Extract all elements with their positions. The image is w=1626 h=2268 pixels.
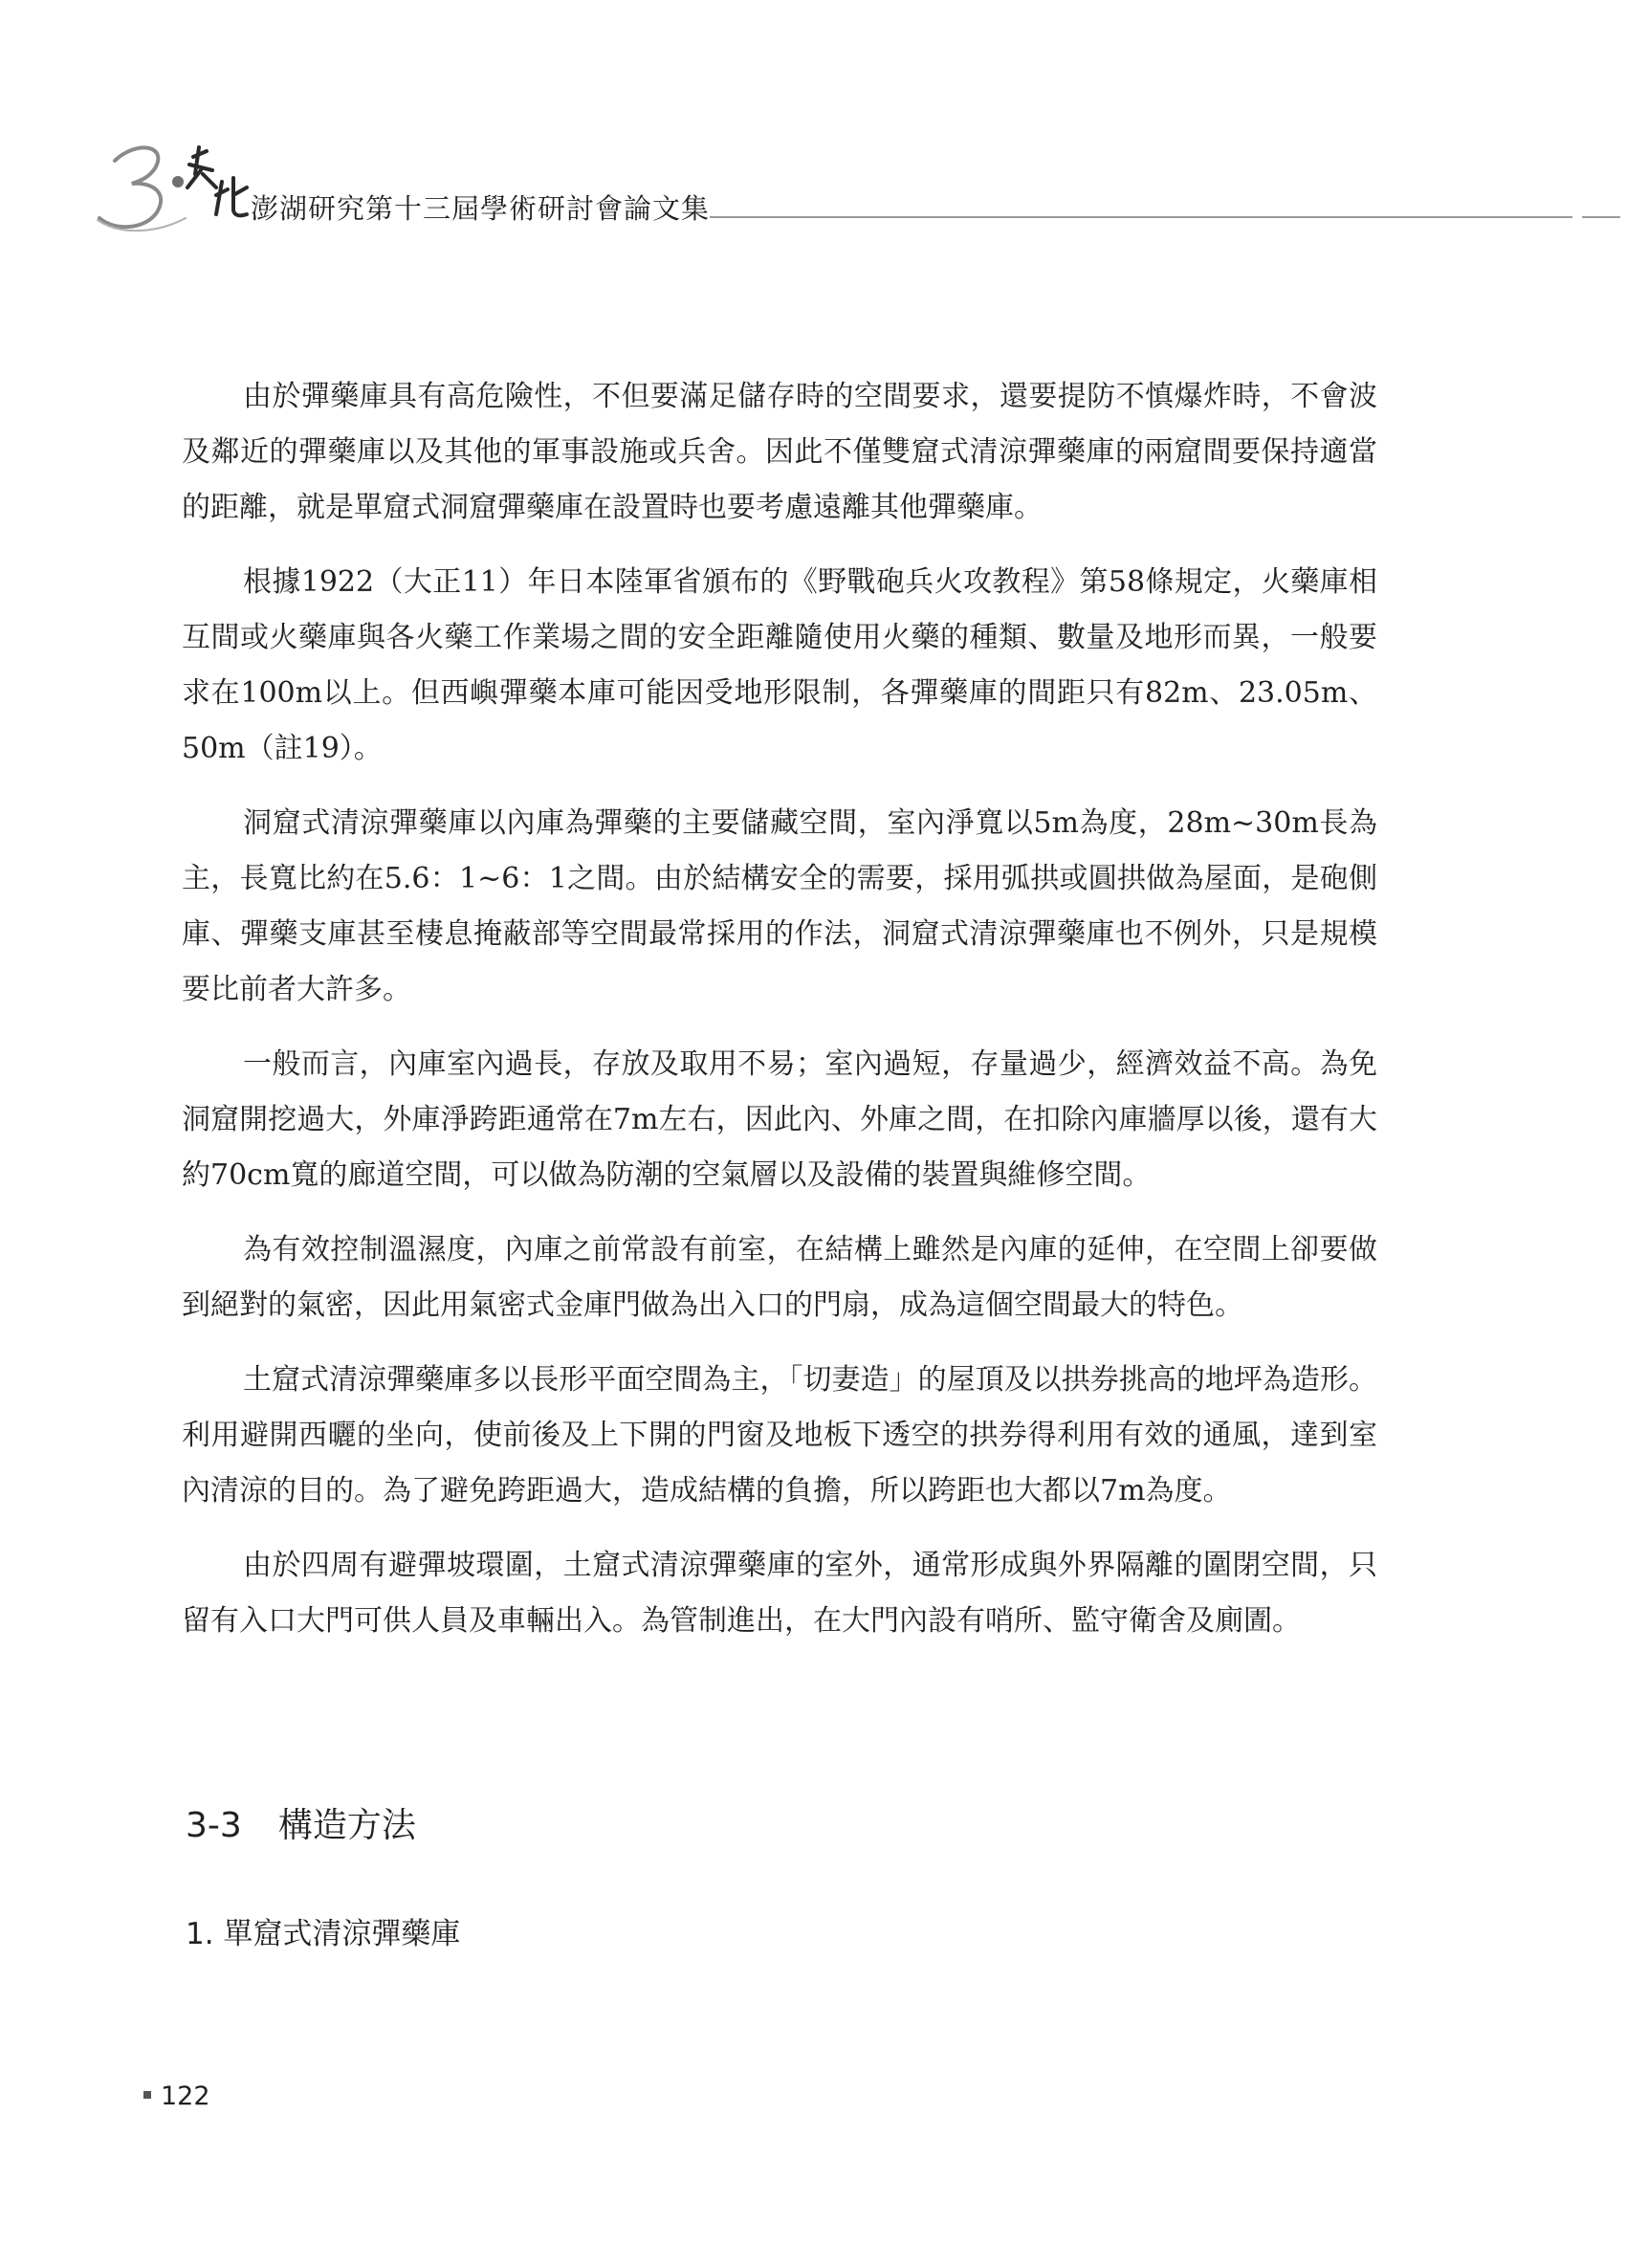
paragraph: 洞窟式清涼彈藥庫以內庫為彈藥的主要儲藏空間，室內淨寬以5m為度，28m~30m長為主，長寬比約在5.6：1~6：1之間。由於結構安全的需要，採用弧拱或圓拱做為屋面，是砲側庫、彈藥支庫甚至棲息掩蔽部等空間最常採用的作法，洞窟式清涼彈藥庫也不例外，只是規模要比前者大許多。: [182, 806, 1377, 1006]
header-rule: [710, 216, 1572, 218]
subsection-heading: 1. 單窟式清涼彈藥庫: [186, 1917, 461, 1951]
culture-logo-icon: [94, 132, 256, 237]
section-heading: [186, 1798, 416, 1847]
section-title: 構造方法: [277, 1806, 416, 1845]
paragraph: 土窟式清涼彈藥庫多以長形平面空間為主，「切妻造」的屋頂及以拱券挑高的地坪為造形。利用避開西曬的坐向，使前後及上下開的門窗及地板下透空的拱券得利用有效的通風，達到室內清涼的目的。為了避免跨距過大，造成結構的負擔，所以跨距也大都以7m為度。: [182, 1363, 1377, 1508]
paragraph: 根據1922（大正11）年日本陸軍省頒布的《野戰砲兵火攻教程》第58條規定，火藥庫相互間或火藥庫與各火藥工作業場之間的安全距離隨使用火藥的種類、數量及地形而異，一般要求在100m以上。但西嶼彈藥本庫可能因受地形限制，各彈藥庫的間距只有82m、23.05m、50m（註19）。: [182, 565, 1377, 765]
body-text: [182, 369, 1377, 1668]
section-number: 3-3: [186, 1806, 242, 1845]
footer-bullet-icon: [143, 2091, 151, 2099]
page-number: 122: [161, 2081, 210, 2111]
paragraph: 一般而言，內庫室內過長，存放及取用不易；室內過短，存量過少，經濟效益不高。為免洞窟開挖過大，外庫淨跨距通常在7m左右，因此內、外庫之間，在扣除內庫牆厚以後，還有大約70cm寬的廊道空間，可以做為防潮的空氣層以及設備的裝置與維修空間。: [182, 1047, 1377, 1192]
page-header: [0, 0, 1626, 249]
page-footer: [143, 2081, 210, 2111]
paragraph: 為有效控制溫濕度，內庫之前常設有前室，在結構上雖然是內庫的延伸，在空間上卻要做到絕對的氣密，因此用氣密式金庫門做為出入口的門扇，成為這個空間最大的特色。: [182, 1233, 1377, 1322]
paragraph: 由於彈藥庫具有高危險性，不但要滿足儲存時的空間要求，還要提防不慎爆炸時，不會波及鄰近的彈藥庫以及其他的軍事設施或兵舍。因此不僅雙窟式清涼彈藥庫的兩窟間要保持適當的距離，就是單窟式洞窟彈藥庫在設置時也要考慮遠離其他彈藥庫。: [182, 380, 1377, 524]
header-rule-end: [1582, 216, 1620, 218]
paragraph: 由於四周有避彈坡環圍，土窟式清涼彈藥庫的室外，通常形成與外界隔離的圍閉空間，只留有入口大門可供人員及車輛出入。為管制進出，在大門內設有哨所、監守衛舍及廁圊。: [182, 1549, 1377, 1638]
book-title: 澎湖研究第十三屆學術研討會論文集: [251, 192, 711, 225]
